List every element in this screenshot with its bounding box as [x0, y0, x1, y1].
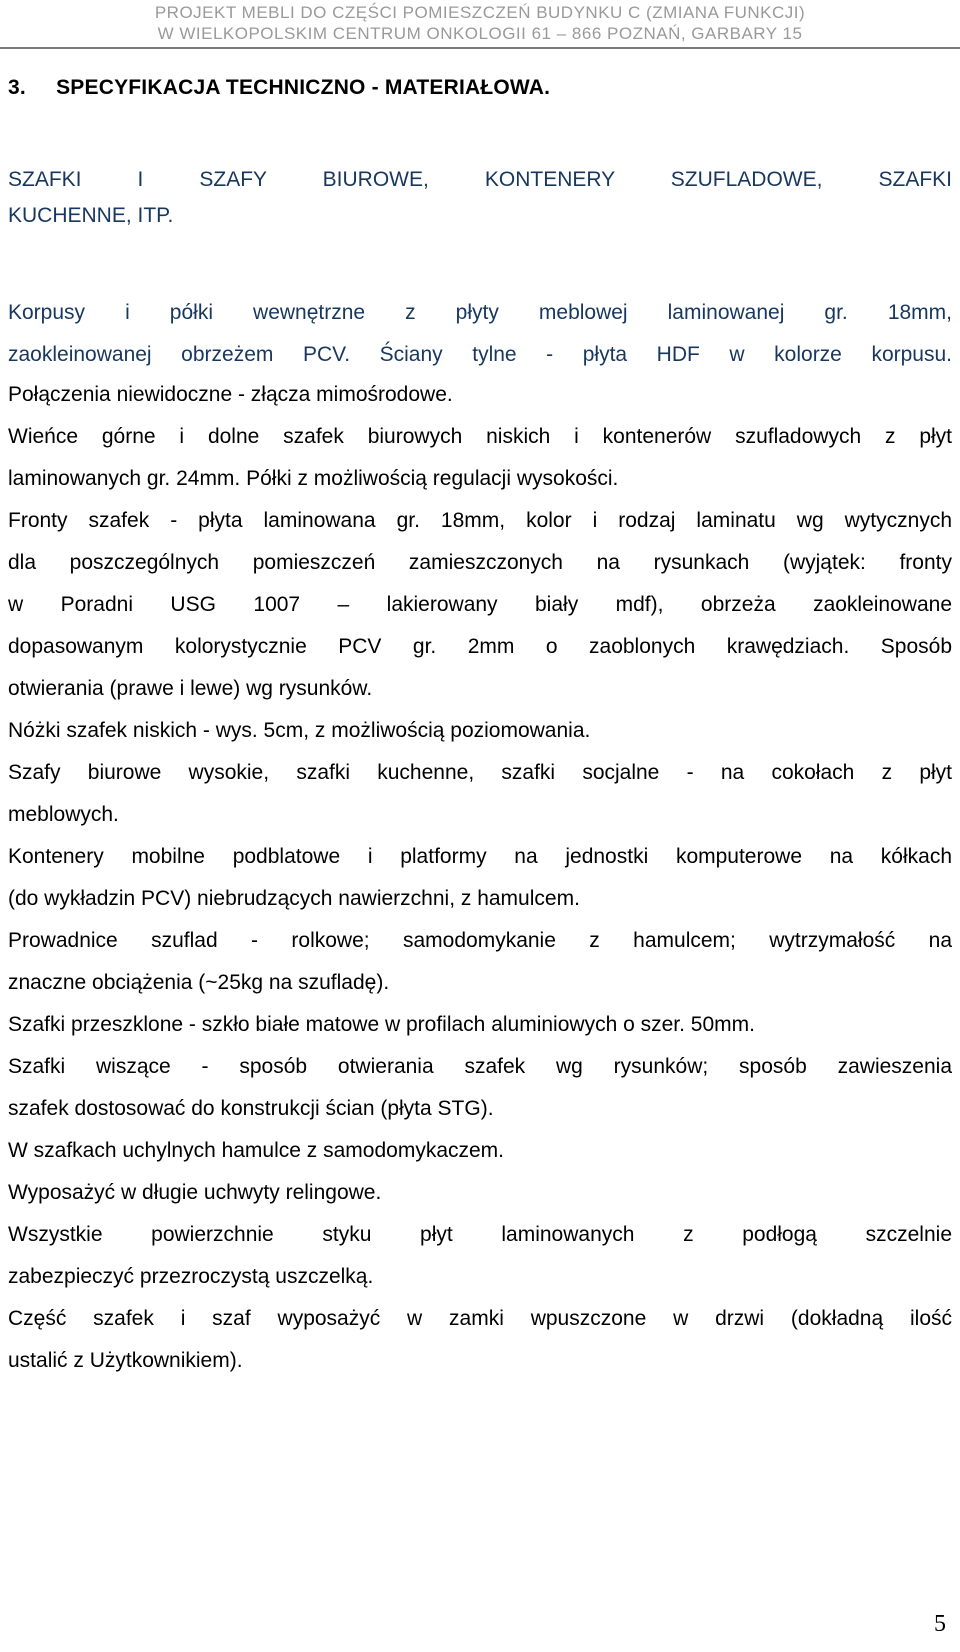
- text-line: Nóżki szafek niskich - wys. 5cm, z możliwością poziomowania.: [8, 719, 591, 742]
- text-line: w Poradni USG 1007 – lakierowany biały mdf), obrzeża zaokleinowane: [8, 593, 952, 616]
- page-header: [0, 2, 960, 44]
- header-divider: [0, 47, 960, 49]
- header-line-address: W WIELKOPOLSKIM CENTRUM ONKOLOGII 61 – 866 POZNAŃ, GARBARY 15: [157, 24, 803, 43]
- text-line: dla poszczególnych pomieszczeń zamieszczonych na rysunkach (wyjątek: fronty: [8, 551, 952, 574]
- text-line: Połączenia niewidoczne - złącza mimośrodowe.: [8, 383, 453, 406]
- text-line: meblowych.: [8, 803, 119, 826]
- text-line: Szafy biurowe wysokie, szafki kuchenne, szafki socjalne - na cokołach z płyt: [8, 761, 952, 784]
- text-line: Wyposażyć w długie uchwyty relingowe.: [8, 1181, 382, 1204]
- text-line: ustalić z Użytkownikiem).: [8, 1349, 243, 1372]
- text-line: Kontenery mobilne podblatowe i platformy na jednostki komputerowe na kółkach: [8, 845, 952, 868]
- text-line: dopasowanym kolorystycznie PCV gr. 2mm o zaoblonych krawędziach. Sposób: [8, 635, 952, 658]
- header-line-project: PROJEKT MEBLI DO CZĘŚCI POMIESZCZEŃ BUDYNKU C (ZMIANA FUNKCJI): [154, 3, 806, 22]
- section-title: 3. SPECYFIKACJA TECHNICZNO - MATERIAŁOWA.: [8, 76, 551, 99]
- subsection-title-line-1: SZAFKI I SZAFY BIUROWE, KONTENERY SZUFLADOWE, SZAFKI: [8, 168, 952, 191]
- text-line: laminowanych gr. 24mm. Półki z możliwością regulacji wysokości.: [8, 467, 619, 490]
- text-line: Prowadnice szuflad - rolkowe; samodomykanie z hamulcem; wytrzymałość na: [8, 929, 952, 952]
- page-number: 5: [934, 1611, 946, 1637]
- text-line: Korpusy i półki wewnętrzne z płyty meblowej laminowanej gr. 18mm,: [8, 301, 952, 324]
- text-line: Wieńce górne i dolne szafek biurowych niskich i kontenerów szufladowych z płyt: [8, 425, 952, 448]
- text-line: znaczne obciążenia (~25kg na szufladę).: [8, 971, 390, 994]
- text-line: otwierania (prawe i lewe) wg rysunków.: [8, 677, 373, 700]
- subsection-title-line-2: KUCHENNE, ITP.: [8, 204, 174, 227]
- text-line: Szafki wiszące - sposób otwierania szafek wg rysunków; sposób zawieszenia: [8, 1055, 952, 1078]
- specification-body: [8, 374, 952, 1382]
- text-line: zabezpieczyć przezroczystą uszczelką.: [8, 1265, 374, 1288]
- corpus-description: [8, 292, 952, 376]
- text-line: Część szafek i szaf wyposażyć w zamki wpuszczone w drzwi (dokładną ilość: [8, 1307, 952, 1330]
- text-line: zaokleinowanej obrzeżem PCV. Ściany tylne - płyta HDF w kolorze korpusu.: [8, 343, 952, 366]
- text-line: Wszystkie powierzchnie styku płyt laminowanych z podłogą szczelnie: [8, 1223, 952, 1246]
- text-line: W szafkach uchylnych hamulce z samodomykaczem.: [8, 1139, 505, 1162]
- text-line: Szafki przeszklone - szkło białe matowe w profilach aluminiowych o szer. 50mm.: [8, 1013, 755, 1036]
- text-line: Fronty szafek - płyta laminowana gr. 18mm, kolor i rodzaj laminatu wg wytycznych: [8, 509, 952, 532]
- text-line: szafek dostosować do konstrukcji ścian (płyta STG).: [8, 1097, 494, 1120]
- text-line: (do wykładzin PCV) niebrudzących nawierzchni, z hamulcem.: [8, 887, 580, 910]
- subsection-title: [8, 162, 952, 234]
